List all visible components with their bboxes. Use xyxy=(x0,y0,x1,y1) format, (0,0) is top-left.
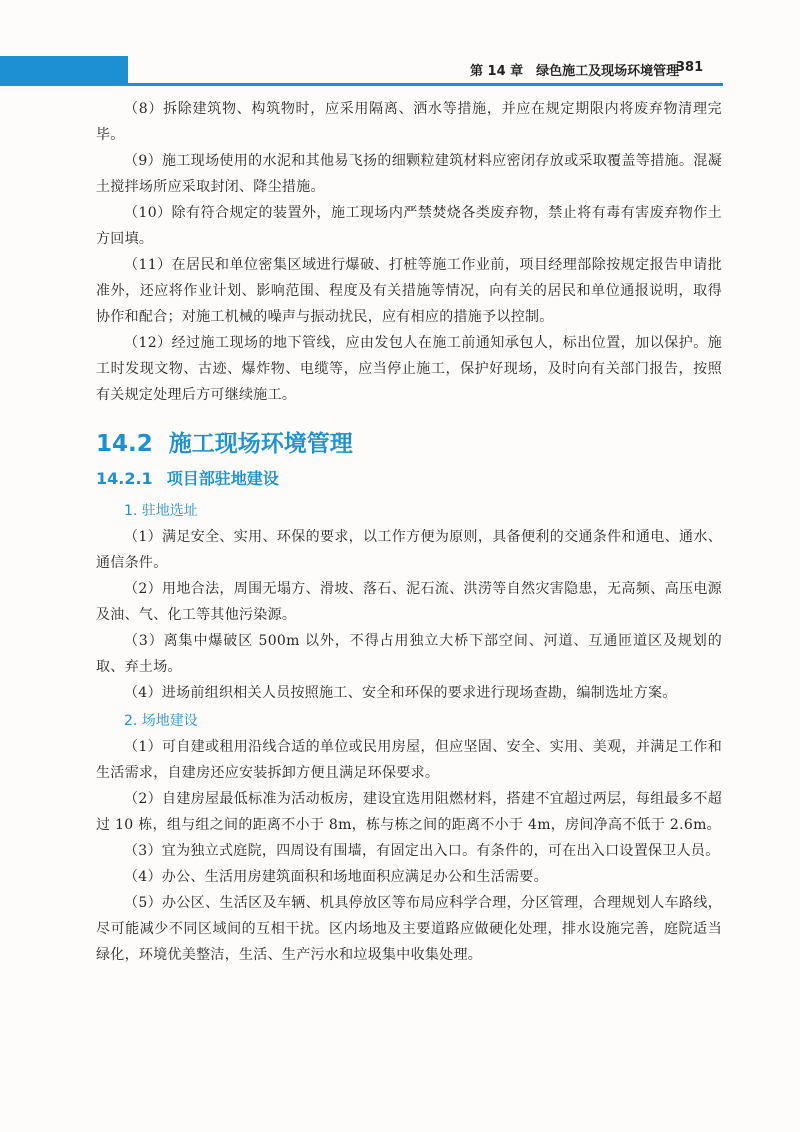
header-color-tab xyxy=(0,56,128,86)
paragraph: （8）拆除建筑物、构筑物时，应采用隔离、洒水等措施，并应在规定期限内将废弃物清理完毕。 xyxy=(96,101,722,143)
section-number: 14.2 xyxy=(96,431,153,457)
subsection-title: 项目部驻地建设 xyxy=(166,469,279,488)
paragraph: （1）可自建或租用沿线合适的单位或民用房屋，但应坚固、安全、实用、美观，并满足工作和生活需求，自建房还应安装拆卸方便且满足环保要求。 xyxy=(96,739,722,781)
header-rule xyxy=(128,83,723,86)
site-construction-heading: 2. 场地建设 xyxy=(124,713,198,729)
paragraph: （4）办公、生活用房建筑面积和场地面积应满足办公和生活需要。 xyxy=(124,869,548,885)
paragraph: （3）离集中爆破区 500m 以外，不得占用独立大桥下部空间、河道、互通匝道区及规划的取、弃土场。 xyxy=(96,633,722,675)
paragraph: （1）满足安全、实用、环保的要求，以工作方便为原则，具备便利的交通条件和通电、通水、通信条件。 xyxy=(96,529,722,571)
paragraph: （9）施工现场使用的水泥和其他易飞扬的细颗粒建筑材料应密闭存放或采取覆盖等措施。混凝土搅拌场所应采取封闭、降尘措施。 xyxy=(96,153,722,195)
paragraph: （4）进场前组织相关人员按照施工、安全和环保的要求进行现场查勘，编制选址方案。 xyxy=(124,685,677,701)
subsection-heading xyxy=(96,464,722,494)
section-title: 施工现场环境管理 xyxy=(168,431,353,457)
running-head-title: 第 14 章 绿色施工及现场环境管理 xyxy=(470,64,680,79)
paragraph: （2）自建房屋最低标准为活动板房，建设宜选用阻燃材料，搭建不宜超过两层，每组最多不超过 10 栋，组与组之间的距离不小于 8m，栋与栋之间的距离不小于 4m，房间净高不低于 2.6m。 xyxy=(96,791,722,833)
paragraph: （12）经过施工现场的地下管线，应由发包人在施工前通知承包人，标出位置，加以保护。施工时发现文物、古迹、爆炸物、电缆等，应当停止施工，保护好现场，及时向有关部门报告，按照有关规定处理后方可继续施工。 xyxy=(96,335,722,403)
paragraph: （11）在居民和单位密集区域进行爆破、打桩等施工作业前，项目经理部除按规定报告申请批准外，还应将作业计划、影响范围、程度及有关措施等情况，向有关的居民和单位通报说明，取得协作和配合；对施工机械的噪声与振动扰民，应有相应的措施予以控制。 xyxy=(96,257,722,325)
section-heading xyxy=(96,426,722,462)
paragraph: （10）除有符合规定的装置外，施工现场内严禁焚烧各类废弃物，禁止将有毒有害废弃物作土方回填。 xyxy=(96,205,722,247)
subsection-number: 14.2.1 xyxy=(96,469,153,488)
paragraph: （5）办公区、生活区及车辆、机具停放区等布局应科学合理，分区管理，合理规划人车路线，尽可能减少不同区域间的互相干扰。区内场地及主要道路应做硬化处理，排水设施完善，庭院适当绿化，环境优美整洁，生活、生产污水和垃圾集中收集处理。 xyxy=(96,895,722,963)
page-body xyxy=(96,96,722,968)
paragraph: （3）宜为独立式庭院，四周设有围墙，有固定出入口。有条件的，可在出入口设置保卫人员。 xyxy=(124,843,720,859)
paragraph: （2）用地合法，周围无塌方、滑坡、落石、泥石流、洪涝等自然灾害隐患，无高频、高压电源及油、气、化工等其他污染源。 xyxy=(96,581,722,623)
page-header xyxy=(0,56,800,86)
page-number: 381 xyxy=(676,60,704,75)
site-selection-heading: 1. 驻地选址 xyxy=(124,503,198,519)
